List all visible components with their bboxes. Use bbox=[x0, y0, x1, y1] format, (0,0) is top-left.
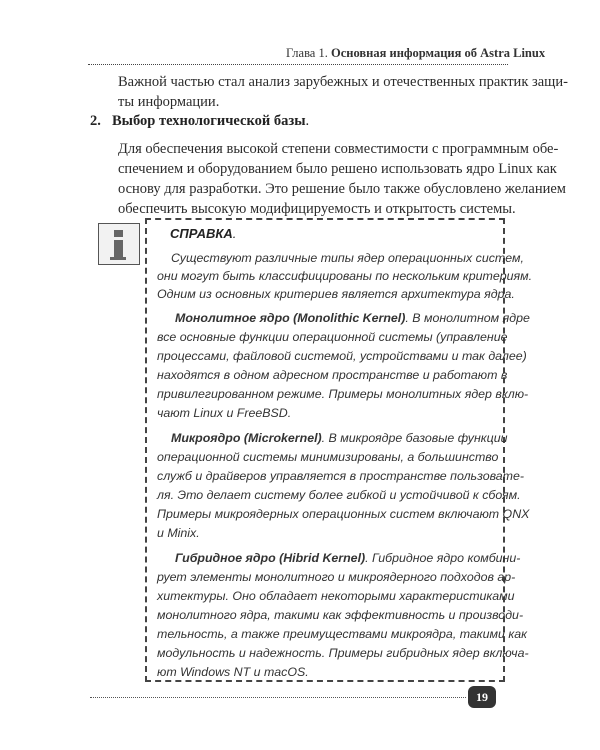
monolithic-first-rest: . В монолитном ядре bbox=[405, 311, 530, 325]
microkernel-first-rest: . В микроядре базовые функции bbox=[321, 431, 508, 445]
monolithic-line-4: привилегированном режиме. Примеры монолитных ядер вклю- bbox=[157, 387, 529, 401]
section-line-3: основу для разработки. Это решение было также обусловлено желанием bbox=[118, 181, 566, 197]
note-title bbox=[170, 226, 236, 241]
microkernel-line-4: Примеры микроядерных операционных систем включают QNX bbox=[157, 507, 530, 521]
section-number: 2. bbox=[90, 113, 101, 129]
microkernel-first-line bbox=[157, 429, 508, 448]
note-intro-line-1: Существуют различные типы ядер операционных систем, bbox=[171, 251, 524, 265]
monolithic-first-line bbox=[157, 309, 530, 328]
info-icon bbox=[98, 223, 140, 265]
microkernel-line-1: операционной системы минимизированы, а большинство bbox=[157, 450, 499, 464]
running-header bbox=[286, 46, 545, 61]
header-chapter: Глава 1. bbox=[286, 46, 328, 60]
note-title-text: СПРАВКА bbox=[170, 226, 233, 241]
monolithic-line-1: все основные функции операционной системы (управление bbox=[157, 330, 508, 344]
monolithic-term: Монолитное ядро (Monolithic Kernel) bbox=[175, 311, 406, 325]
section-line-1: Для обеспечения высокой степени совместимости с программным обе- bbox=[118, 141, 559, 157]
section-line-2: спечением и оборудованием было решено использовать ядро Linux как bbox=[118, 161, 557, 177]
note-intro-line-3: Одним из основных критериев является архитектура ядра. bbox=[157, 287, 515, 301]
hybrid-line-5: модульность и надежность. Примеры гибридных ядер включа- bbox=[157, 646, 529, 660]
hybrid-line-4: тельность, а также преимуществами микроядра, такими как bbox=[157, 627, 527, 641]
section-title: Выбор технологической базы bbox=[112, 113, 306, 129]
header-divider bbox=[88, 64, 508, 65]
microkernel-term: Микроядро (Microkernel) bbox=[171, 431, 322, 445]
hybrid-line-2: хитектуры. Оно обладает некоторыми характеристиками bbox=[157, 589, 515, 603]
note-title-period: . bbox=[232, 226, 237, 241]
note-intro-line-2: они могут быть классифицированы по нескольким критериям. bbox=[157, 269, 533, 283]
intro-line-2: ты информации. bbox=[118, 94, 220, 110]
page-number-badge: 19 bbox=[468, 686, 496, 708]
hybrid-term: Гибридное ядро (Hibrid Kernel) bbox=[175, 551, 366, 565]
hybrid-first-line bbox=[157, 549, 521, 568]
section-line-4: обеспечить высокую модифицируемость и открытость системы. bbox=[118, 201, 516, 217]
footer-divider bbox=[90, 697, 466, 698]
monolithic-line-5: чают Linux и FreeBSD. bbox=[157, 406, 292, 420]
monolithic-line-3: находятся в одном адресном пространстве и работают в bbox=[157, 368, 508, 382]
intro-line-1: Важной частью стал анализ зарубежных и отечественных практик защи- bbox=[118, 74, 568, 90]
hybrid-line-6: ют Windows NT и macOS. bbox=[157, 665, 309, 679]
hybrid-line-1: рует элементы монолитного и микроядерного подходов ар- bbox=[157, 570, 516, 584]
microkernel-line-5: и Minix. bbox=[157, 526, 200, 540]
microkernel-line-3: ля. Это делает систему более гибкой и устойчивой к сбоям. bbox=[157, 488, 521, 502]
section-title-period: . bbox=[305, 113, 310, 129]
monolithic-line-2: процессами, файловой системой, устройствами и так далее) bbox=[157, 349, 527, 363]
section-heading bbox=[90, 113, 309, 130]
microkernel-line-2: служб и драйверов управляется в пространстве пользовате- bbox=[157, 469, 525, 483]
hybrid-line-3: монолитного ядра, такими как эффективность и производи- bbox=[157, 608, 524, 622]
header-title: Основная информация об Astra Linux bbox=[330, 46, 546, 60]
hybrid-first-rest: . Гибридное ядро комбини- bbox=[365, 551, 521, 565]
